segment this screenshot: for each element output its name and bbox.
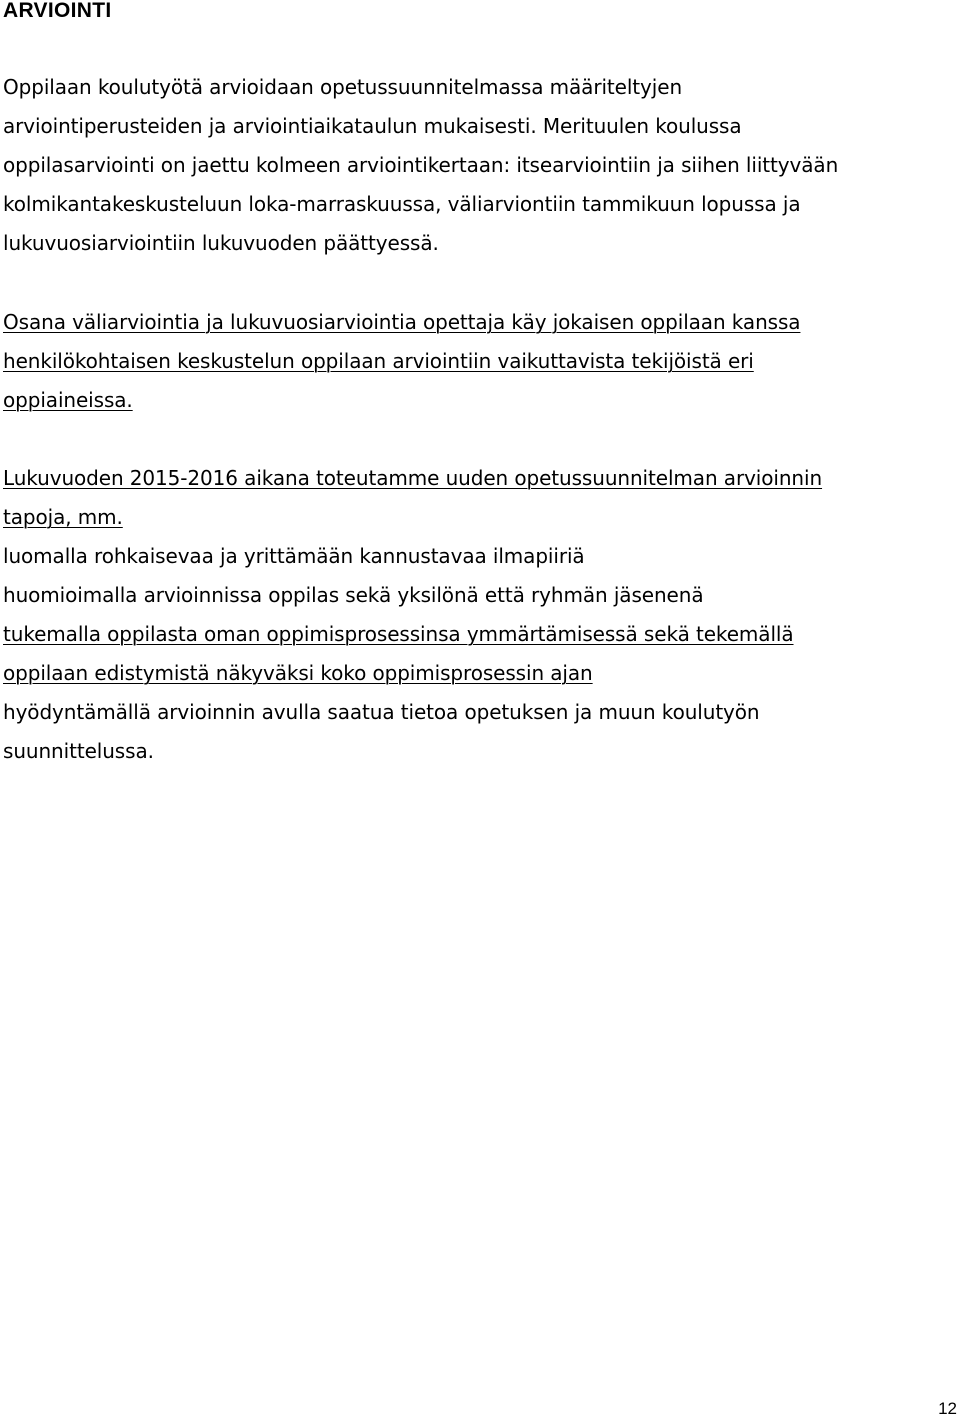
intro-paragraph (3, 68, 953, 263)
discussion-line: oppiaineissa. (3, 388, 133, 412)
list-item: huomioimalla arvioinnissa oppilas sekä yksilönä että ryhmän jäsenenä (3, 583, 704, 607)
list-item: luomalla rohkaisevaa ja yrittämään kannustavaa ilmapiiriä (3, 544, 585, 568)
curriculum-paragraph (3, 459, 953, 537)
list-item: oppilaan edistymistä näkyväksi koko oppimisprosessin ajan (3, 661, 593, 685)
discussion-paragraph (3, 303, 953, 420)
discussion-line: Osana väliarviointia ja lukuvuosiarviointia opettaja käy jokaisen oppilaan kanssa (3, 310, 801, 334)
discussion-line: henkilökohtaisen keskustelun oppilaan arviointiin vaikuttavista tekijöistä eri (3, 349, 754, 373)
curriculum-line: tapoja, mm. (3, 505, 123, 529)
intro-line: oppilasarviointi on jaettu kolmeen arviointikertaan: itsearviointiin ja siihen liittyvään (3, 153, 839, 177)
list-item: suunnittelussa. (3, 739, 154, 763)
page-number: 12 (938, 1399, 957, 1418)
methods-list (3, 537, 794, 771)
list-item: hyödyntämällä arvioinnin avulla saatua tietoa opetuksen ja muun koulutyön (3, 700, 760, 724)
intro-line: kolmikantakeskusteluun loka-marraskuussa, väliarviontiin tammikuun lopussa ja (3, 192, 801, 216)
intro-line: lukuvuosiarviointiin lukuvuoden päättyessä. (3, 231, 439, 255)
list-item: tukemalla oppilasta oman oppimisprosessinsa ymmärtämisessä sekä tekemällä (3, 622, 794, 646)
curriculum-line: Lukuvuoden 2015-2016 aikana toteutamme uuden opetussuunnitelman arvioinnin (3, 466, 823, 490)
intro-line: Oppilaan koulutyötä arvioidaan opetussuunnitelmassa määriteltyjen (3, 75, 683, 99)
intro-line: arviointiperusteiden ja arviointiaikataulun mukaisesti. Merituulen koulussa (3, 114, 742, 138)
section-heading: ARVIOINTI (3, 0, 112, 22)
